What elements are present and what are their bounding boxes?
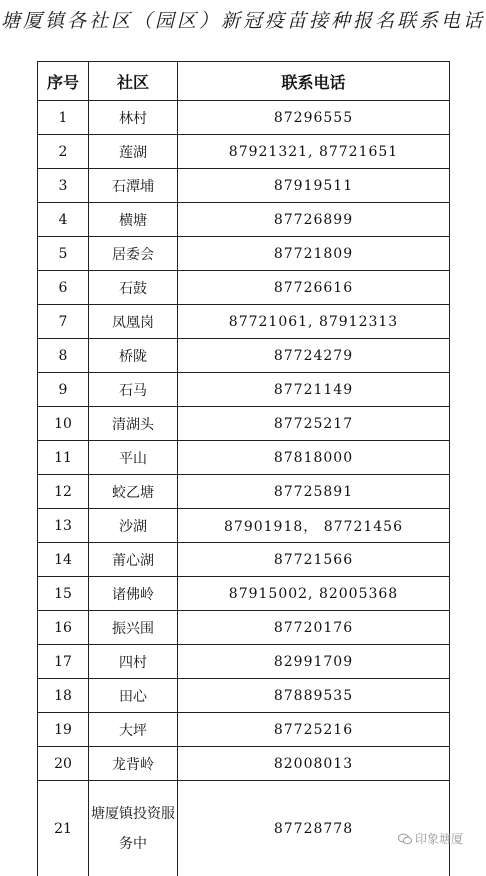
community-name: 清湖头 bbox=[89, 407, 178, 441]
table-row bbox=[38, 543, 450, 577]
row-number: 19 bbox=[38, 713, 89, 747]
community-name: 桥陇 bbox=[89, 339, 178, 373]
phone-number: 87721149 bbox=[178, 373, 450, 407]
phone-number: 87725216 bbox=[178, 713, 450, 747]
community-name: 四村 bbox=[89, 645, 178, 679]
phone-number: 87720176 bbox=[178, 611, 450, 645]
wechat-icon bbox=[398, 833, 412, 845]
page-title: 塘厦镇各社区（园区）新冠疫苗接种报名联系电话 bbox=[0, 6, 486, 33]
phone-number: 87728778 bbox=[178, 781, 450, 876]
row-number: 3 bbox=[38, 169, 89, 203]
row-number: 10 bbox=[38, 407, 89, 441]
table-row bbox=[38, 475, 450, 509]
phone-number: 87901918， 87721456 bbox=[178, 509, 450, 543]
row-number: 8 bbox=[38, 339, 89, 373]
community-name: 居委会 bbox=[89, 237, 178, 271]
phone-number: 82008013 bbox=[178, 747, 450, 781]
row-number: 17 bbox=[38, 645, 89, 679]
table-row bbox=[38, 679, 450, 713]
header-community: 社区 bbox=[89, 62, 178, 101]
row-number: 14 bbox=[38, 543, 89, 577]
row-number: 15 bbox=[38, 577, 89, 611]
table-row bbox=[38, 305, 450, 339]
row-number: 11 bbox=[38, 441, 89, 475]
contact-table bbox=[37, 61, 450, 876]
row-number: 1 bbox=[38, 101, 89, 135]
phone-number: 87725217 bbox=[178, 407, 450, 441]
table-row bbox=[38, 577, 450, 611]
row-number: 2 bbox=[38, 135, 89, 169]
watermark-text: 印象塘厦 bbox=[415, 832, 463, 846]
community-name: 沙湖 bbox=[89, 509, 178, 543]
phone-number: 87721061, 87912313 bbox=[178, 305, 450, 339]
community-name: 石潭埔 bbox=[89, 169, 178, 203]
table-row bbox=[38, 747, 450, 781]
community-name: 莲湖 bbox=[89, 135, 178, 169]
table-row bbox=[38, 373, 450, 407]
community-name: 大坪 bbox=[89, 713, 178, 747]
table-row bbox=[38, 509, 450, 543]
community-name: 石鼓 bbox=[89, 271, 178, 305]
community-name: 塘厦镇投资服务中 bbox=[89, 781, 178, 876]
table-row bbox=[38, 441, 450, 475]
phone-number: 82991709 bbox=[178, 645, 450, 679]
table-row bbox=[38, 339, 450, 373]
row-number: 9 bbox=[38, 373, 89, 407]
phone-number: 87726616 bbox=[178, 271, 450, 305]
phone-number: 87724279 bbox=[178, 339, 450, 373]
table-row bbox=[38, 237, 450, 271]
phone-number: 87921321, 87721651 bbox=[178, 135, 450, 169]
phone-number: 87919511 bbox=[178, 169, 450, 203]
phone-number: 87721809 bbox=[178, 237, 450, 271]
phone-number: 87725891 bbox=[178, 475, 450, 509]
row-number: 21 bbox=[38, 781, 89, 876]
row-number: 12 bbox=[38, 475, 89, 509]
table-row bbox=[38, 271, 450, 305]
community-name: 莆心湖 bbox=[89, 543, 178, 577]
phone-number: 87721566 bbox=[178, 543, 450, 577]
phone-number: 87915002, 82005368 bbox=[178, 577, 450, 611]
table-row bbox=[38, 713, 450, 747]
table-row bbox=[38, 169, 450, 203]
watermark bbox=[398, 830, 463, 847]
table-row bbox=[38, 611, 450, 645]
community-name: 龙背岭 bbox=[89, 747, 178, 781]
phone-number: 87889535 bbox=[178, 679, 450, 713]
row-number: 20 bbox=[38, 747, 89, 781]
row-number: 16 bbox=[38, 611, 89, 645]
row-number: 6 bbox=[38, 271, 89, 305]
community-name: 诸佛岭 bbox=[89, 577, 178, 611]
community-name: 田心 bbox=[89, 679, 178, 713]
table-row bbox=[38, 407, 450, 441]
community-name: 振兴围 bbox=[89, 611, 178, 645]
table-row bbox=[38, 645, 450, 679]
row-number: 13 bbox=[38, 509, 89, 543]
row-number: 4 bbox=[38, 203, 89, 237]
phone-number: 87726899 bbox=[178, 203, 450, 237]
community-name: 林村 bbox=[89, 101, 178, 135]
table-row bbox=[38, 135, 450, 169]
header-no: 序号 bbox=[38, 62, 89, 101]
row-number: 7 bbox=[38, 305, 89, 339]
phone-number: 87296555 bbox=[178, 101, 450, 135]
table-row bbox=[38, 781, 450, 876]
community-name: 平山 bbox=[89, 441, 178, 475]
table-header-row bbox=[38, 62, 450, 101]
row-number: 18 bbox=[38, 679, 89, 713]
community-name: 蛟乙塘 bbox=[89, 475, 178, 509]
table-row bbox=[38, 101, 450, 135]
header-phone: 联系电话 bbox=[178, 62, 450, 101]
community-name: 凤凰岗 bbox=[89, 305, 178, 339]
community-name: 石马 bbox=[89, 373, 178, 407]
table-row bbox=[38, 203, 450, 237]
row-number: 5 bbox=[38, 237, 89, 271]
community-name: 横塘 bbox=[89, 203, 178, 237]
phone-number: 87818000 bbox=[178, 441, 450, 475]
